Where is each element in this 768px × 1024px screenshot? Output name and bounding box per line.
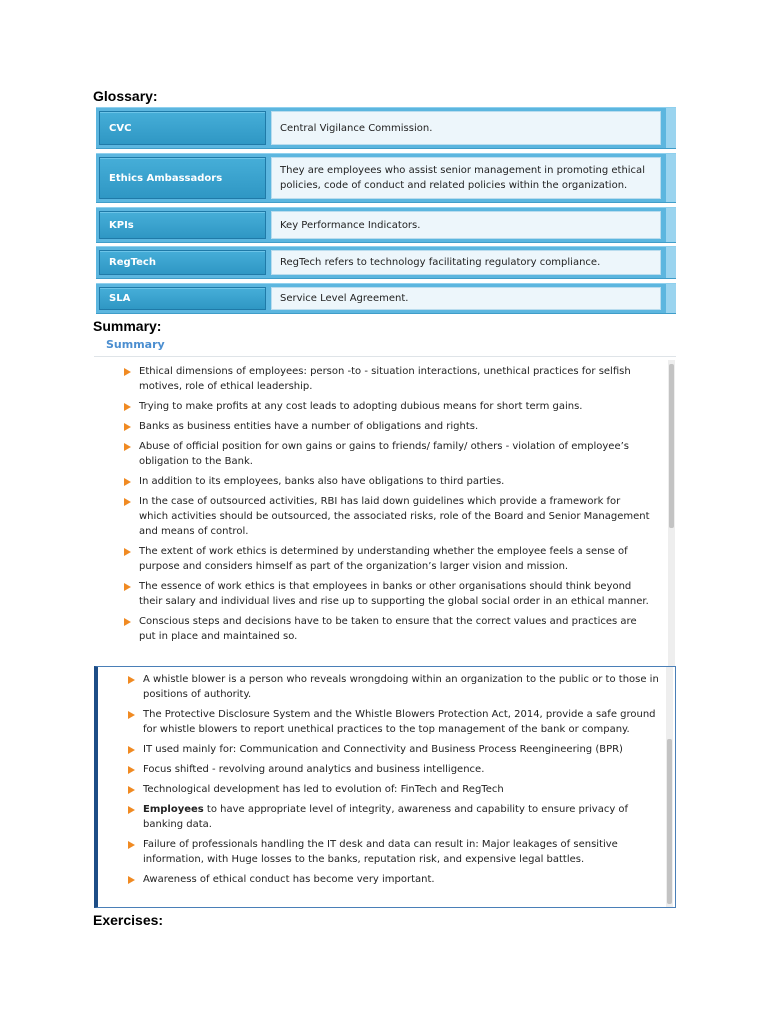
glossary-row-regtech [96,246,676,279]
summary-point: IT used mainly for: Communication and Connectivity and Business Process Reengineering (BPR) [128,742,660,757]
summary-panel-title: Summary [106,338,165,351]
glossary-term: Ethics Ambassadors [99,157,266,199]
summary-point: Ethical dimensions of employees: person -to - situation interactions, unethical practices for selfish motives, role of ethical leadership. [124,364,650,394]
summary-point: Banks as business entities have a number of obligations and rights. [124,419,650,434]
summary-point: In addition to its employees, banks also have obligations to third parties. [124,474,650,489]
glossary-definition: Service Level Agreement. [271,287,661,310]
summary-point: Technological development has led to evolution of: FinTech and RegTech [128,782,660,797]
summary-point: Trying to make profits at any cost leads to adopting dubious means for short term gains. [124,399,650,414]
scrollbar[interactable] [666,667,673,907]
summary-point-text: to have appropriate level of integrity, awareness and capability to ensure privacy of banking data. [143,804,629,830]
glossary-term: CVC [99,111,266,145]
glossary-row-cvc [96,107,676,149]
summary-point: Conscious steps and decisions have to be taken to ensure that the correct values and practices are put in place and maintained so. [124,614,650,644]
summary-point: Abuse of official position for own gains or gains to friends/ family/ others - violation of employee’s obligation to the Bank. [124,439,650,469]
summary-panel-part1 [94,336,676,666]
summary-point [128,802,660,832]
summary-heading: Summary: [93,318,162,334]
summary-point: The essence of work ethics is that employees in banks or other organisations should think beyond their salary and individual lives and rise up to supporting the global social order in an ethical manner. [124,579,650,609]
summary-list-part2 [128,672,660,892]
summary-point: Awareness of ethical conduct has become very important. [128,872,660,887]
divider [94,356,676,357]
glossary-definition: They are employees who assist senior management in promoting ethical policies, code of conduct and related policies within the organization. [271,157,661,199]
glossary-row-ethics-ambassadors [96,153,676,203]
summary-point: A whistle blower is a person who reveals wrongdoing within an organization to the public or to those in positions of authority. [128,672,660,702]
exercises-heading: Exercises: [93,912,164,928]
glossary-heading: Glossary: [93,88,158,104]
summary-point: The Protective Disclosure System and the Whistle Blowers Protection Act, 2014, provide a safe ground for whistle blowers to report unethical practices to the top management of the bank or company. [128,707,660,737]
glossary-row-kpis [96,207,676,243]
summary-point: In the case of outsourced activities, RBI has laid down guidelines which provide a framework for which activities should be outsourced, the associated risks, role of the Board and Senior Management and means of control. [124,494,650,539]
summary-panel-part2 [94,666,676,908]
glossary-definition: Central Vigilance Commission. [271,111,661,145]
summary-point-emphasis: Employees [143,804,204,815]
glossary-term: RegTech [99,250,266,275]
glossary-term: KPIs [99,211,266,239]
scrollbar-thumb[interactable] [669,364,674,528]
summary-point: Failure of professionals handling the IT desk and data can result in: Major leakages of sensitive information, with Huge losses to the banks, reputation risk, and expensive legal battles. [128,837,660,867]
scrollbar[interactable] [668,360,675,666]
glossary-definition: RegTech refers to technology facilitating regulatory compliance. [271,250,661,275]
summary-point: The extent of work ethics is determined by understanding whether the employee feels a sense of purpose and considers himself as part of the organization’s larger vision and mission. [124,544,650,574]
glossary-row-sla [96,283,676,314]
summary-point: Focus shifted - revolving around analytics and business intelligence. [128,762,660,777]
scrollbar-thumb[interactable] [667,739,672,904]
glossary-term: SLA [99,287,266,310]
summary-list-part1 [124,364,650,649]
glossary-definition: Key Performance Indicators. [271,211,661,239]
